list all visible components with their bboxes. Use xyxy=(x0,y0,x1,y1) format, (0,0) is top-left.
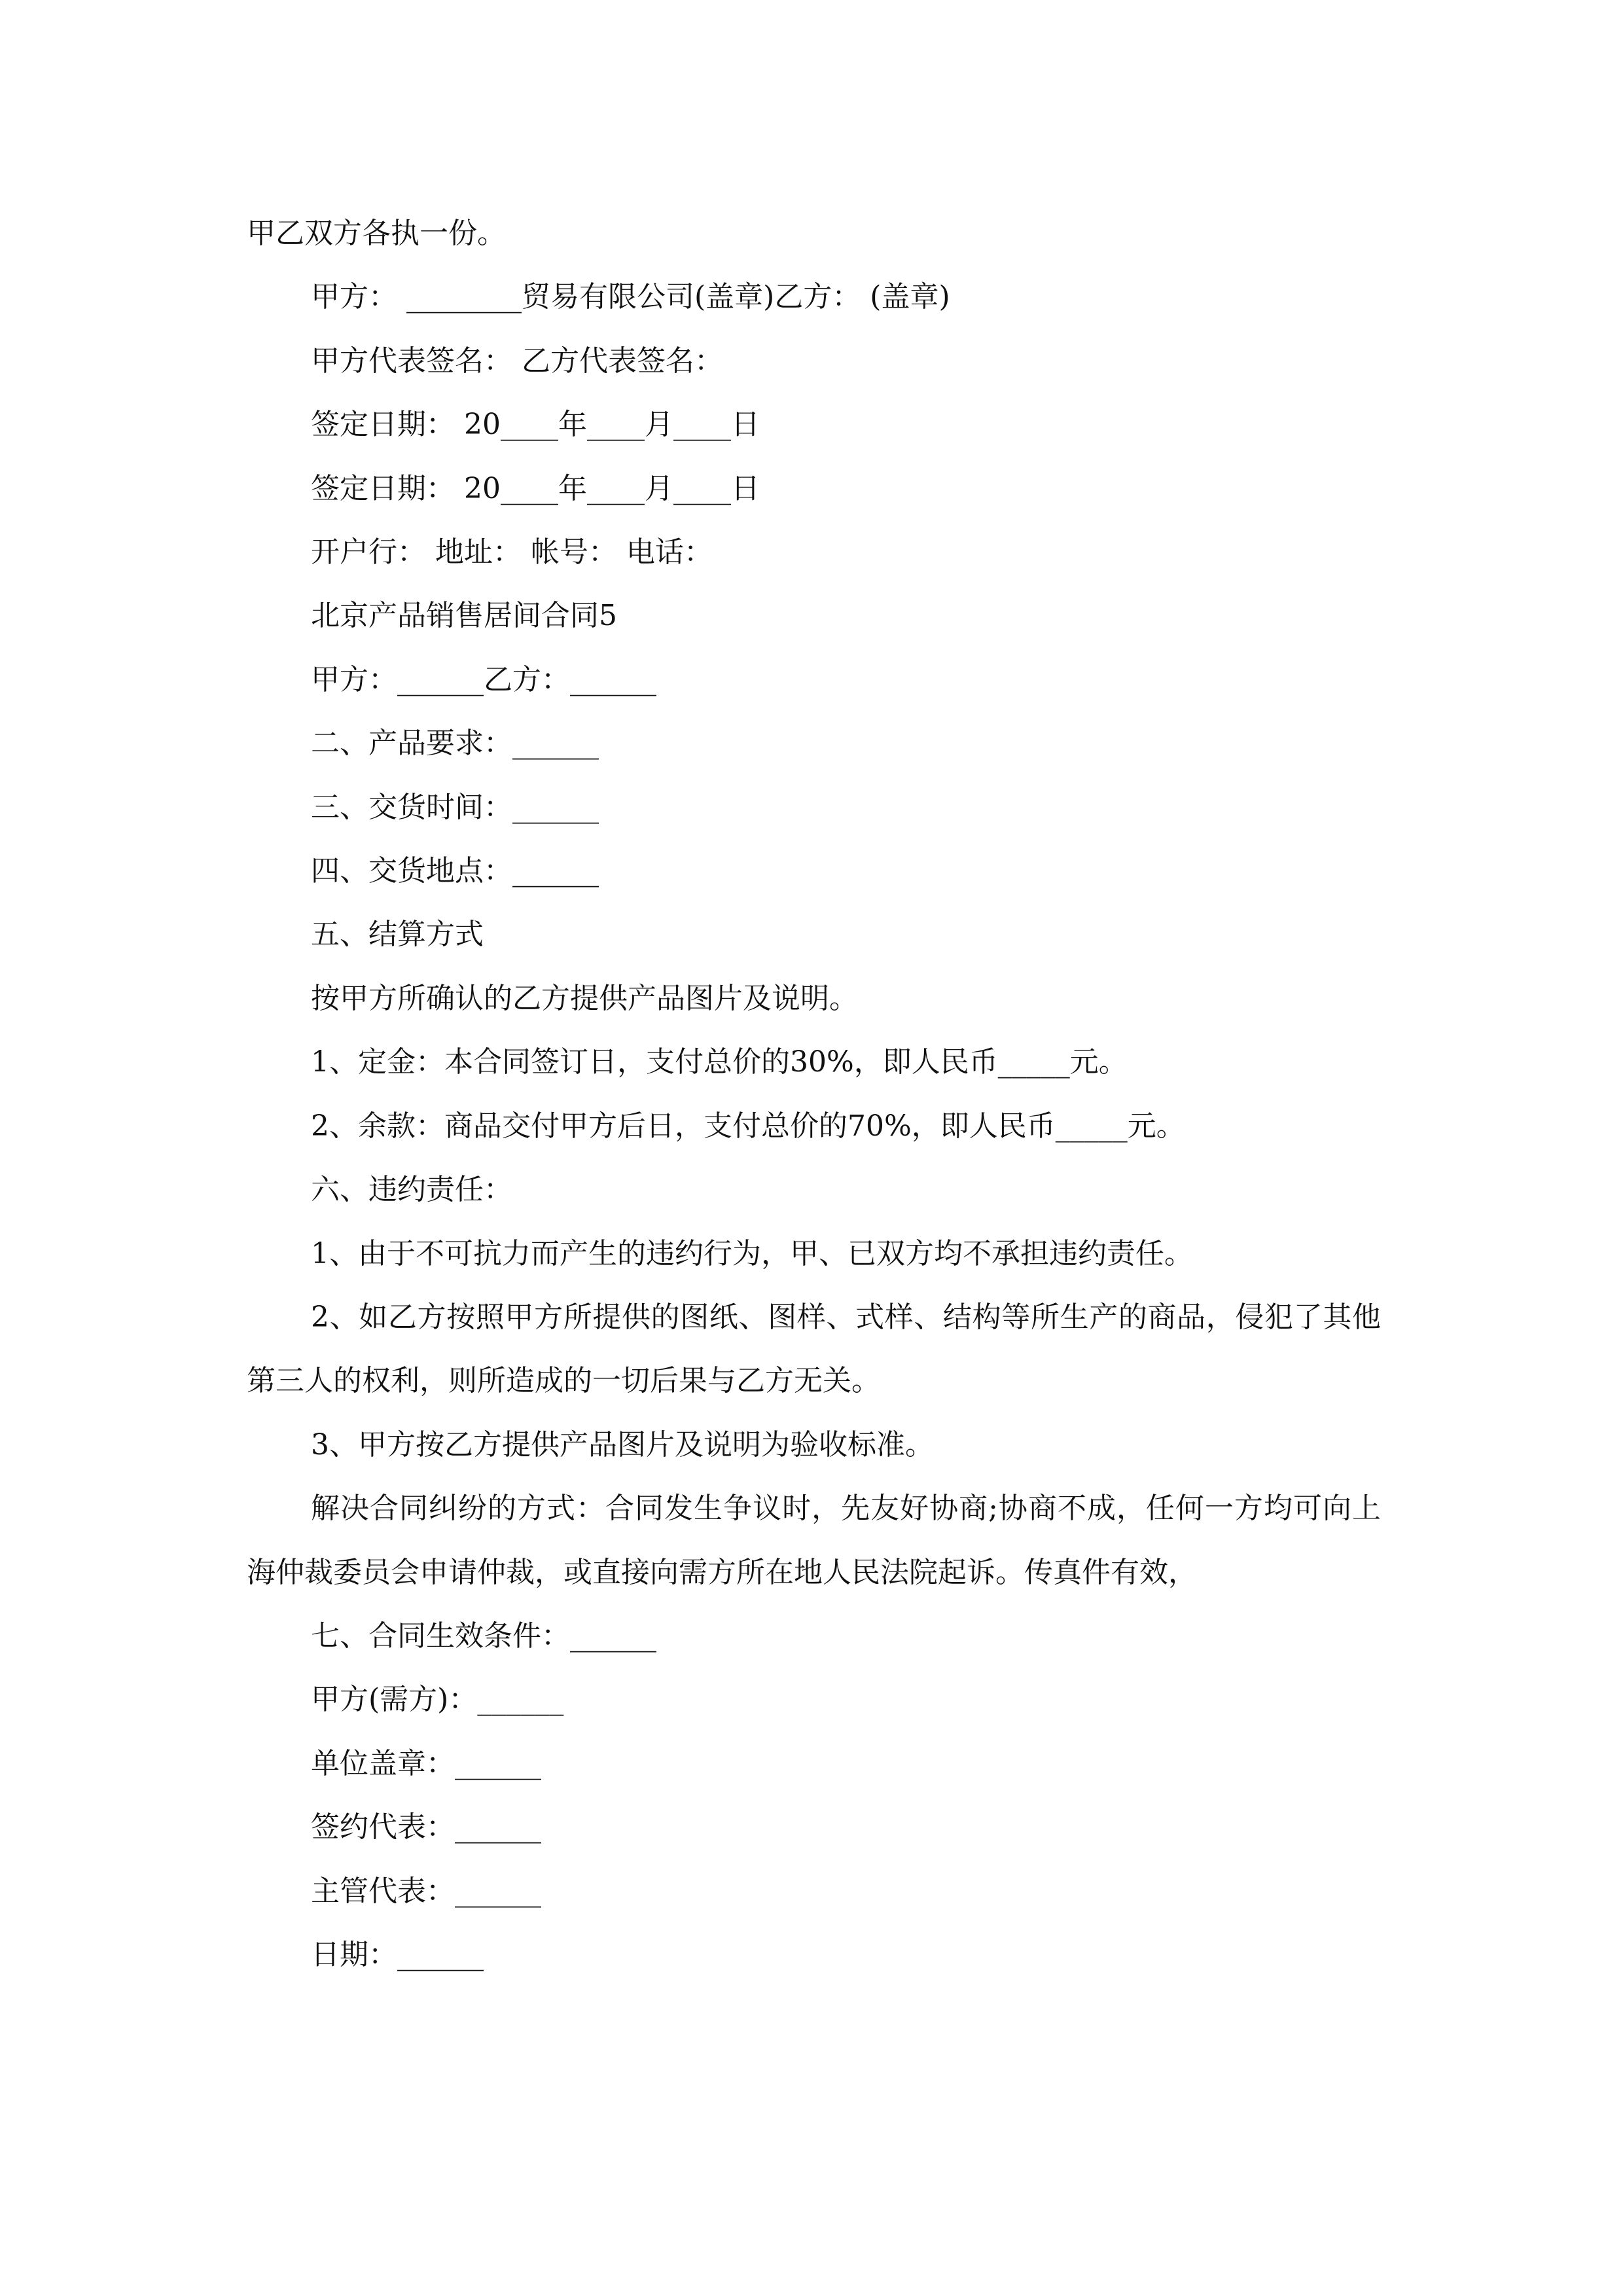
line-party-a-seal: 甲方： ________贸易有限公司(盖章)乙方： (盖章) xyxy=(311,280,950,314)
line-deposit: 1、定金：本合同签订日，支付总价的30%，即人民币_____元。 xyxy=(311,1045,1128,1079)
line-confirmation: 按甲方所确认的乙方提供产品图片及说明。 xyxy=(311,981,858,1015)
line-sign-date-2: 签定日期： 20____年____月____日 xyxy=(311,471,760,505)
section-effective-conditions: 七、合同生效条件：______ xyxy=(311,1619,656,1653)
para-infringement: 2、如乙方按照甲方所提供的图纸、图样、式样、结构等所生产的商品，侵犯了其他第三人的权利，则所造成的一切后果与乙方无关。 xyxy=(247,1300,1381,1398)
line-signing-rep: 签约代表：______ xyxy=(311,1810,541,1844)
section-liability: 六、违约责任： xyxy=(311,1173,512,1207)
line-supervisor-rep: 主管代表：______ xyxy=(311,1874,541,1908)
line-rep-signatures: 甲方代表签名： 乙方代表签名： xyxy=(311,344,723,378)
contract-text xyxy=(247,202,1381,1986)
contract-title: 北京产品销售居间合同5 xyxy=(311,599,617,633)
line-sign-date-1: 签定日期： 20____年____月____日 xyxy=(311,408,760,442)
section-delivery-time: 三、交货时间：______ xyxy=(311,790,599,824)
line-bank-info: 开户行： 地址： 帐号： 电话： xyxy=(311,535,713,569)
para-dispute: 解决合同纠纷的方式：合同发生争议时，先友好协商;协商不成，任何一方均可向上海仲裁委员会申请仲裁，或直接向需方所在地人民法院起诉。传真件有效， xyxy=(247,1492,1381,1589)
section-settlement: 五、结算方式 xyxy=(311,918,484,952)
line-force-majeure: 1、由于不可抗力而产生的违约行为，甲、已双方均不承担违约责任。 xyxy=(311,1236,1193,1270)
line-copies: 甲乙双方各执一份。 xyxy=(247,217,506,250)
line-date: 日期：______ xyxy=(311,1937,484,1971)
section-product-requirements: 二、产品要求：______ xyxy=(311,726,599,761)
line-buyer: 甲方(需方)：______ xyxy=(311,1683,564,1717)
line-acceptance: 3、甲方按乙方提供产品图片及说明为验收标准。 xyxy=(311,1427,934,1462)
section-delivery-place: 四、交货地点：______ xyxy=(311,854,599,888)
line-balance: 2、余款：商品交付甲方后日，支付总价的70%，即人民币_____元。 xyxy=(311,1109,1185,1143)
line-unit-seal: 单位盖章：______ xyxy=(311,1746,541,1780)
line-parties: 甲方：______乙方：______ xyxy=(311,662,656,696)
